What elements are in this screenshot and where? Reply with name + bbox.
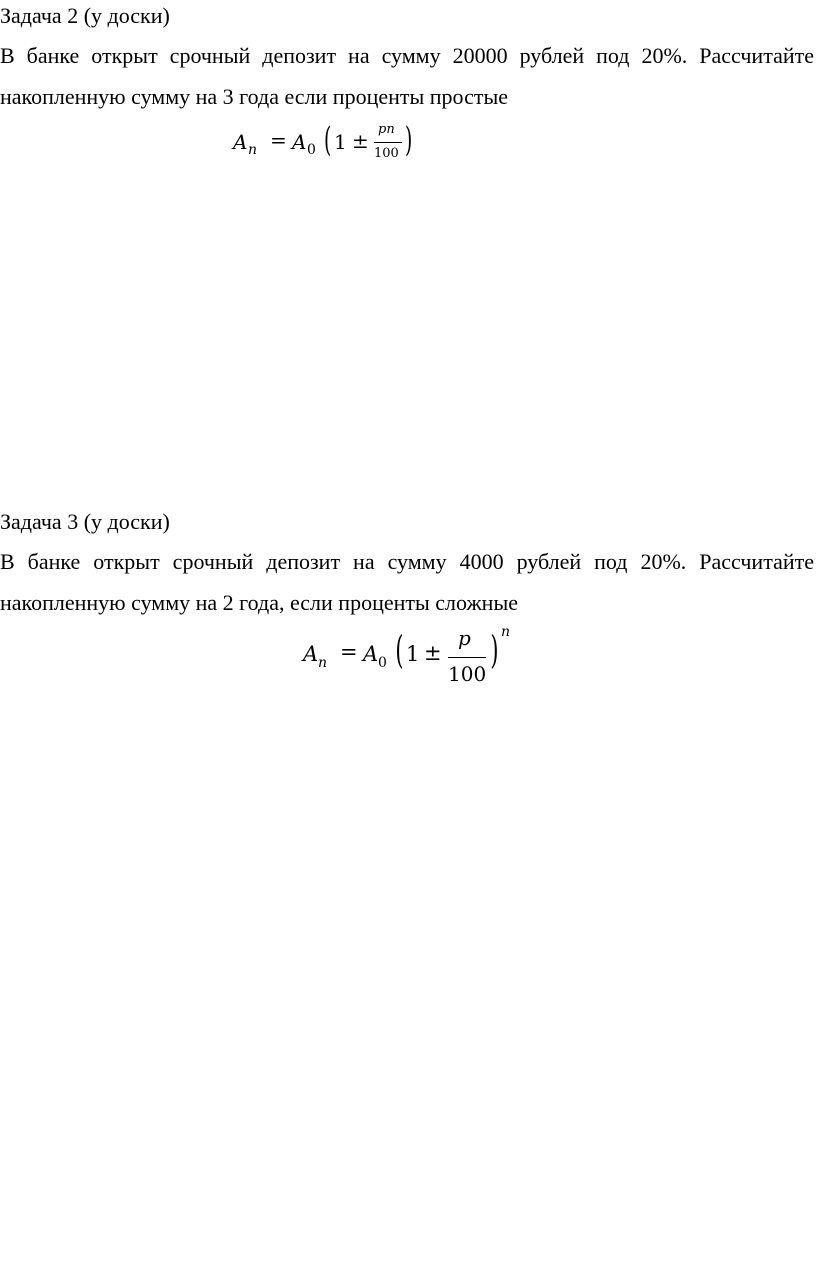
formula-denominator: 100 — [448, 662, 487, 686]
formula-equals: = — [340, 640, 358, 664]
formula-left-paren: ( — [395, 628, 404, 672]
task-2-title: Задача 2 (у доски) — [0, 3, 170, 28]
formula-rhs-subscript: 0 — [378, 655, 387, 671]
task-2-text-line-2: накопленную сумму на 3 года если проценты простые — [0, 84, 509, 109]
formula-lhs-subscript: n — [248, 142, 258, 158]
formula-rhs-subscript: 0 — [307, 142, 316, 158]
formula-rhs: A — [292, 130, 307, 154]
formula-right-paren: ) — [490, 628, 499, 672]
task-3-text-line-1: В банке открыт срочный депозит на сумму 4000 рублей под 20%. Рассчитайте — [0, 549, 814, 574]
formula-lhs: A — [233, 130, 248, 154]
formula-equals: = — [270, 128, 287, 152]
task-2-formula — [230, 122, 430, 178]
formula-numerator: pn — [378, 122, 395, 137]
formula-one: 1 — [406, 642, 420, 666]
formula-right-paren: ) — [404, 120, 413, 160]
formula-fraction-bar — [374, 142, 402, 143]
formula-lhs-subscript: n — [318, 655, 328, 671]
task-3-text-line-2: накопленную сумму на 2 года, если проценты сложные — [0, 590, 518, 615]
formula-left-paren: ( — [323, 120, 332, 160]
formula-fraction-bar — [448, 657, 486, 658]
formula-one: 1 — [334, 130, 347, 154]
formula-plus-minus: ± — [424, 641, 442, 665]
formula-plus-minus: ± — [352, 129, 369, 153]
formula-rhs: A — [363, 642, 379, 666]
task-3-title: Задача 3 (у доски) — [0, 509, 170, 534]
formula-denominator: 100 — [374, 146, 399, 161]
task-3-formula — [300, 622, 520, 688]
formula-numerator: p — [458, 626, 471, 650]
formula-lhs: A — [303, 642, 319, 666]
task-2-text-line-1: В банке открыт срочный депозит на сумму 20000 рублей под 20%. Рассчитайте — [0, 43, 814, 68]
formula-exponent: n — [501, 624, 511, 640]
